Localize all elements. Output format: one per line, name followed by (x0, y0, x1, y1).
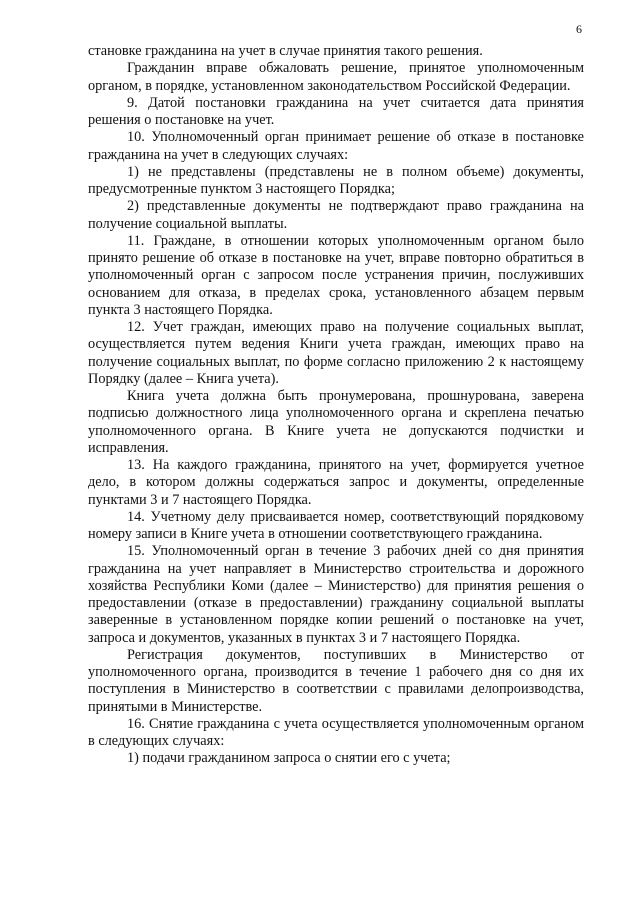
list-item: 1) не представлены (представлены не в полном объеме) документы, предусмотренные пунктом 3 настоящего Порядка; (88, 163, 584, 197)
paragraph: Регистрация документов, поступивших в Министерство от уполномоченного органа, производится в течение 1 рабочего дня со дня их поступления в Министерство в соответствии с правилами делопроизводства, принятыми в Министерстве. (88, 646, 584, 715)
paragraph: 13. На каждого гражданина, принятого на учет, формируется учетное дело, в котором должны содержаться запрос и документы, определенные пунктами 3 и 7 настоящего Порядка. (88, 457, 584, 508)
list-item: 2) представленные документы не подтверждают право гражданина на получение социальной выплаты. (88, 198, 584, 232)
document-body (88, 43, 584, 768)
paragraph: 11. Граждане, в отношении которых уполномоченным органом было принято решение об отказе в постановке на учет, вправе повторно обратиться в уполномоченный орган с запросом после устранения причин, послуживших основанием для отказа, в пределах срока, установленного абзацем первым пункта 3 настоящего Порядка. (88, 232, 584, 318)
paragraph: 16. Снятие гражданина с учета осуществляется уполномоченным органом в следующих случаях: (88, 715, 584, 749)
list-item: 1) подачи гражданином запроса о снятии его с учета; (127, 750, 451, 767)
paragraph: 10. Уполномоченный орган принимает решение об отказе в постановке гражданина на учет в следующих случаях: (88, 129, 584, 163)
paragraph: Книга учета должна быть пронумерована, прошнурована, заверена подписью должностного лица уполномоченного органа и скреплена печатью уполномоченного органа. В Книге учета не допускаются подчистки и исправления. (88, 388, 584, 456)
paragraph: 15. Уполномоченный орган в течение 3 рабочих дней со дня принятия гражданина на учет направляет в Министерство строительства и дорожного хозяйства Республики Коми (далее – Министерство) для принятия решения о предоставлении (отказе в предоставлении) гражданину социальной выплаты заверенные в установленном порядке копии решений о постановке на учет, запроса и документов, указанных в пунктах 3 и 7 настоящего Порядка. (88, 543, 584, 646)
paragraph: 9. Датой постановки гражданина на учет считается дата принятия решения о постановке на учет. (88, 94, 584, 128)
paragraph: Гражданин вправе обжаловать решение, принятое уполномоченным органом, в порядке, установленном законодательством Российской Федерации. (88, 60, 584, 94)
paragraph: 14. Учетному делу присваивается номер, соответствующий порядковому номеру записи в Книге учета в отношении соответствующего гражданина. (88, 508, 584, 542)
paragraph: 12. Учет граждан, имеющих право на получение социальных выплат, осуществляется путем ведения Книги учета граждан, имеющих право на получение социальных выплат, по форме согласно приложению 2 к настоящему Порядку (далее – Книга учета). (88, 319, 584, 387)
page-number: 6 (576, 22, 582, 36)
paragraph: становке гражданина на учет в случае принятия такого решения. (88, 43, 483, 59)
